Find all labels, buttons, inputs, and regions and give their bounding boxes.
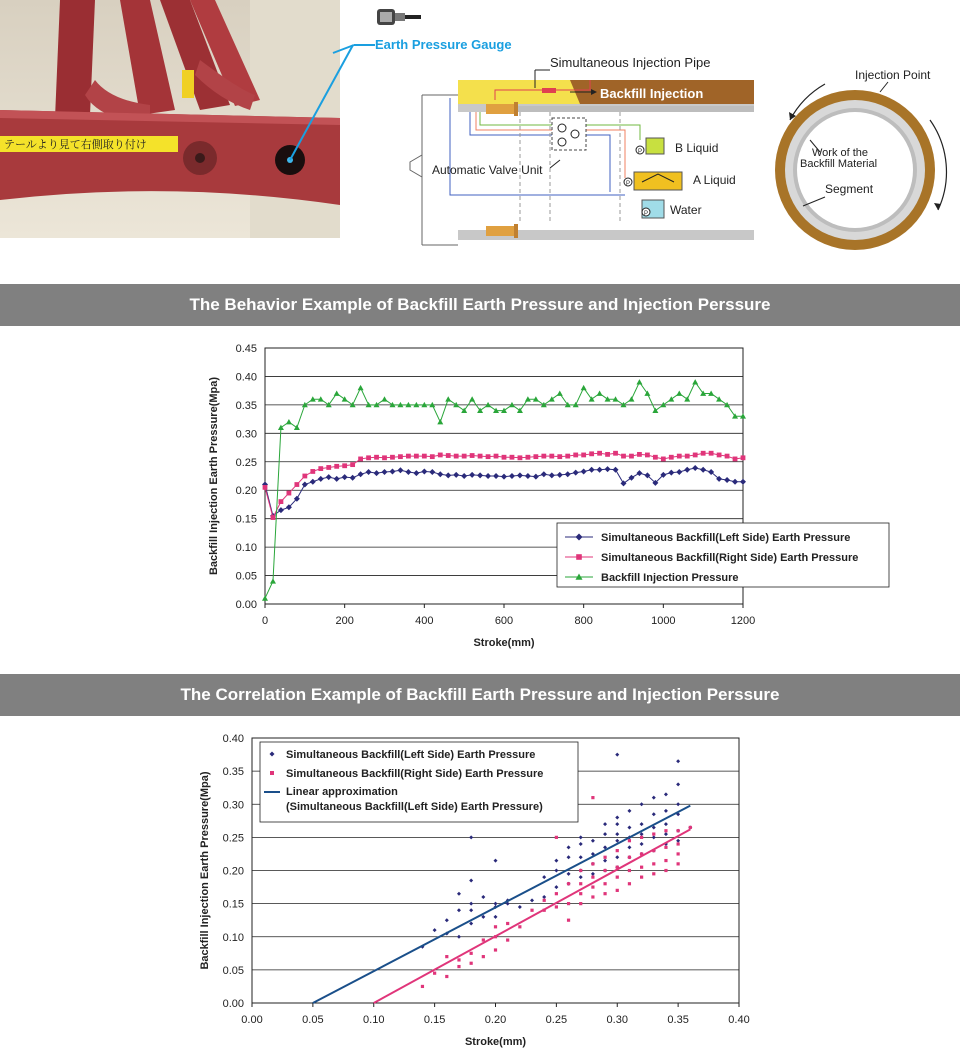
x-axis-label: Stroke(mm) [473, 637, 535, 649]
scatter-point [603, 856, 606, 859]
y-tick-label: 0.10 [235, 542, 257, 555]
legend-label: Simultaneous Backfill(Right Side) Earth Pressure [601, 552, 859, 564]
data-point [637, 452, 642, 457]
data-point [263, 485, 268, 490]
behavior-chart [195, 338, 859, 656]
legend-marker [576, 554, 582, 560]
scatter-point [470, 952, 473, 955]
scatter-point [567, 882, 570, 885]
ring-segment-label: Segment [825, 182, 874, 196]
scatter-point [652, 832, 655, 835]
scatter-point [677, 852, 680, 855]
data-point [717, 453, 722, 458]
x-tick-label: 400 [415, 615, 434, 627]
data-point [621, 454, 626, 459]
scatter-point [628, 856, 631, 859]
data-point [342, 463, 347, 468]
gauge-label: Earth Pressure Gauge [375, 37, 512, 52]
scatter-point [567, 919, 570, 922]
data-point [573, 453, 578, 458]
scatter-point [640, 876, 643, 879]
data-point [438, 453, 443, 458]
legend-label: Simultaneous Backfill(Right Side) Earth Pressure [286, 768, 544, 780]
scatter-point [555, 892, 558, 895]
scatter-point [579, 902, 582, 905]
scatter-point [518, 925, 521, 928]
scatter-point [640, 836, 643, 839]
data-point [677, 454, 682, 459]
data-point [462, 454, 467, 459]
scatter-point [457, 958, 460, 961]
data-point [589, 451, 594, 456]
y-tick-label: 0.35 [235, 399, 257, 412]
backfill-injection-label: Backfill Injection [600, 86, 704, 101]
scatter-point [689, 826, 692, 829]
y-tick-label: 0.15 [222, 898, 244, 911]
y-axis-label: Backfill Injection Earth Pressure(Mpa) [208, 376, 220, 576]
data-point [597, 451, 602, 456]
data-point [470, 453, 475, 458]
scatter-point [591, 895, 594, 898]
data-point [478, 454, 483, 459]
ring-work-line2: Backfill Material [800, 158, 878, 170]
scatter-point [421, 985, 424, 988]
data-point [486, 454, 491, 459]
scatter-point [457, 965, 460, 968]
x-tick-label: 0 [261, 615, 269, 627]
y-tick-label: 0.10 [222, 931, 244, 944]
scatter-point [640, 866, 643, 869]
data-point [358, 457, 363, 462]
scatter-point [470, 962, 473, 965]
data-point [669, 455, 674, 460]
scatter-point [664, 829, 667, 832]
data-point [565, 454, 570, 459]
data-point [422, 454, 427, 459]
data-point [398, 454, 403, 459]
x-tick-label: 0.20 [484, 1014, 507, 1026]
y-tick-label: 0.25 [235, 456, 257, 469]
x-tick-label: 1000 [651, 615, 676, 627]
x-tick-label: 0.10 [363, 1014, 385, 1026]
data-point [510, 455, 515, 460]
x-axis-label: Stroke(mm) [464, 1036, 527, 1048]
water-label: Water [670, 203, 702, 217]
scatter-point [445, 955, 448, 958]
data-point [613, 451, 618, 456]
scatter-point [677, 862, 680, 865]
y-tick-label: 0.15 [235, 513, 257, 526]
scatter-point [616, 889, 619, 892]
scatter-point [555, 836, 558, 839]
scatter-point [555, 905, 558, 908]
x-tick-label: 0.35 [667, 1014, 689, 1026]
data-point [518, 455, 523, 460]
data-point [541, 454, 546, 459]
data-point [581, 453, 586, 458]
scatter-point [628, 869, 631, 872]
scatter-point [506, 922, 509, 925]
data-point [382, 455, 387, 460]
legend-label: Linear approximation [286, 786, 398, 798]
data-point [294, 482, 299, 487]
data-point [494, 454, 499, 459]
data-point [645, 453, 650, 458]
scatter-point [591, 876, 594, 879]
y-tick-label: 0.40 [222, 733, 244, 745]
data-point [533, 454, 538, 459]
pump-symbol-a: P [626, 181, 631, 187]
scatter-point [433, 972, 436, 975]
data-point [430, 454, 435, 459]
y-tick-label: 0.30 [235, 428, 257, 441]
y-tick-label: 0.05 [235, 570, 257, 583]
data-point [653, 455, 658, 460]
scatter-point [494, 948, 497, 951]
legend-label: Simultaneous Backfill(Left Side) Earth Pressure [286, 749, 536, 761]
x-tick-label: 0.40 [728, 1014, 750, 1026]
scatter-point [506, 938, 509, 941]
data-point [350, 462, 355, 467]
x-tick-label: 0.05 [302, 1014, 324, 1026]
data-point [326, 465, 331, 470]
scatter-point [603, 892, 606, 895]
b-liquid-label: B Liquid [675, 141, 719, 155]
x-tick-label: 0.00 [241, 1014, 263, 1026]
scatter-point [591, 796, 594, 799]
x-tick-label: 0.25 [545, 1014, 568, 1026]
data-point [661, 457, 666, 462]
data-point [271, 515, 276, 520]
scatter-point [677, 829, 680, 832]
x-tick-label: 600 [494, 615, 514, 627]
injection-schematic [410, 50, 760, 250]
photo-caption: テールより見て右側取り付け [4, 139, 147, 151]
y-tick-label: 0.00 [235, 599, 257, 611]
scatter-point [664, 859, 667, 862]
scatter-point [616, 876, 619, 879]
y-tick-label: 0.00 [222, 998, 244, 1010]
data-point [685, 454, 690, 459]
valve-unit-label: Automatic Valve Unit [432, 163, 543, 177]
x-tick-label: 200 [335, 615, 354, 627]
data-point [502, 455, 507, 460]
correlation-chart [192, 728, 757, 1046]
data-point [414, 454, 419, 459]
scatter-point [482, 955, 485, 958]
a-liquid-label: A Liquid [693, 173, 736, 187]
machine-photo-drawing [0, 0, 340, 238]
data-point [287, 491, 292, 496]
simultaneous-pipe-label: Simultaneous Injection Pipe [550, 55, 711, 70]
data-point [701, 451, 706, 456]
data-point [279, 499, 284, 504]
scatter-point [677, 842, 680, 845]
machine-photo [0, 0, 340, 238]
data-point [366, 455, 371, 460]
scatter-point [579, 892, 582, 895]
data-point [549, 454, 554, 459]
scatter-point [579, 869, 582, 872]
data-point [557, 454, 562, 459]
x-tick-label: 1200 [730, 615, 756, 627]
data-point [454, 454, 459, 459]
data-point [390, 455, 395, 460]
scatter-point [530, 909, 533, 912]
y-tick-label: 0.45 [235, 343, 257, 355]
y-tick-label: 0.25 [222, 832, 244, 845]
ring-injection-point-label: Injection Point [855, 68, 931, 82]
data-point [741, 455, 746, 460]
scatter-point [652, 872, 655, 875]
legend-label: Backfill Injection Pressure [601, 572, 739, 584]
scatter-point [579, 882, 582, 885]
y-tick-label: 0.40 [235, 371, 257, 384]
scatter-point [591, 862, 594, 865]
scatter-point [567, 902, 570, 905]
scatter-point [603, 869, 606, 872]
ring-work-line1: Work of the [812, 147, 869, 159]
scatter-point [445, 975, 448, 978]
data-point [526, 455, 531, 460]
data-point [302, 474, 307, 479]
legend-marker [270, 771, 274, 775]
pump-symbol-water: P [644, 211, 649, 217]
scatter-point [603, 882, 606, 885]
y-tick-label: 0.20 [222, 865, 244, 878]
data-point [318, 466, 323, 471]
callout-connector [330, 35, 375, 55]
legend-label: (Simultaneous Backfill(Left Side) Earth Pressure) [286, 801, 543, 813]
scatter-point [664, 846, 667, 849]
data-point [334, 464, 339, 469]
data-point [733, 457, 738, 462]
correlation-section-title: The Correlation Example of Backfill Earth Pressure and Injection Perssure [0, 674, 960, 716]
data-point [406, 454, 411, 459]
x-tick-label: 0.30 [606, 1014, 628, 1026]
y-tick-label: 0.35 [222, 766, 244, 779]
x-tick-label: 800 [574, 615, 593, 627]
y-axis-label: Backfill Injection Earth Pressure(Mpa) [199, 771, 211, 970]
x-tick-label: 0.15 [423, 1014, 446, 1026]
scatter-point [591, 885, 594, 888]
scatter-point [616, 849, 619, 852]
data-point [725, 454, 730, 459]
data-point [693, 453, 698, 458]
legend-label: Simultaneous Backfill(Left Side) Earth Pressure [601, 532, 851, 544]
ring-diagram [770, 60, 960, 250]
scatter-point [628, 839, 631, 842]
scatter-point [543, 899, 546, 902]
data-point [310, 469, 315, 474]
data-point [709, 451, 714, 456]
data-point [374, 455, 379, 460]
behavior-section-title: The Behavior Example of Backfill Earth Pressure and Injection Perssure [0, 284, 960, 326]
y-tick-label: 0.30 [222, 799, 244, 812]
data-point [605, 452, 610, 457]
scatter-point [652, 862, 655, 865]
y-tick-label: 0.20 [235, 485, 257, 498]
scatter-point [494, 925, 497, 928]
scatter-point [628, 882, 631, 885]
data-point [446, 453, 451, 458]
scatter-point [664, 869, 667, 872]
data-point [629, 454, 634, 459]
gauge-icon [375, 6, 425, 28]
y-tick-label: 0.05 [222, 964, 244, 977]
pump-symbol-b: P [638, 149, 643, 155]
